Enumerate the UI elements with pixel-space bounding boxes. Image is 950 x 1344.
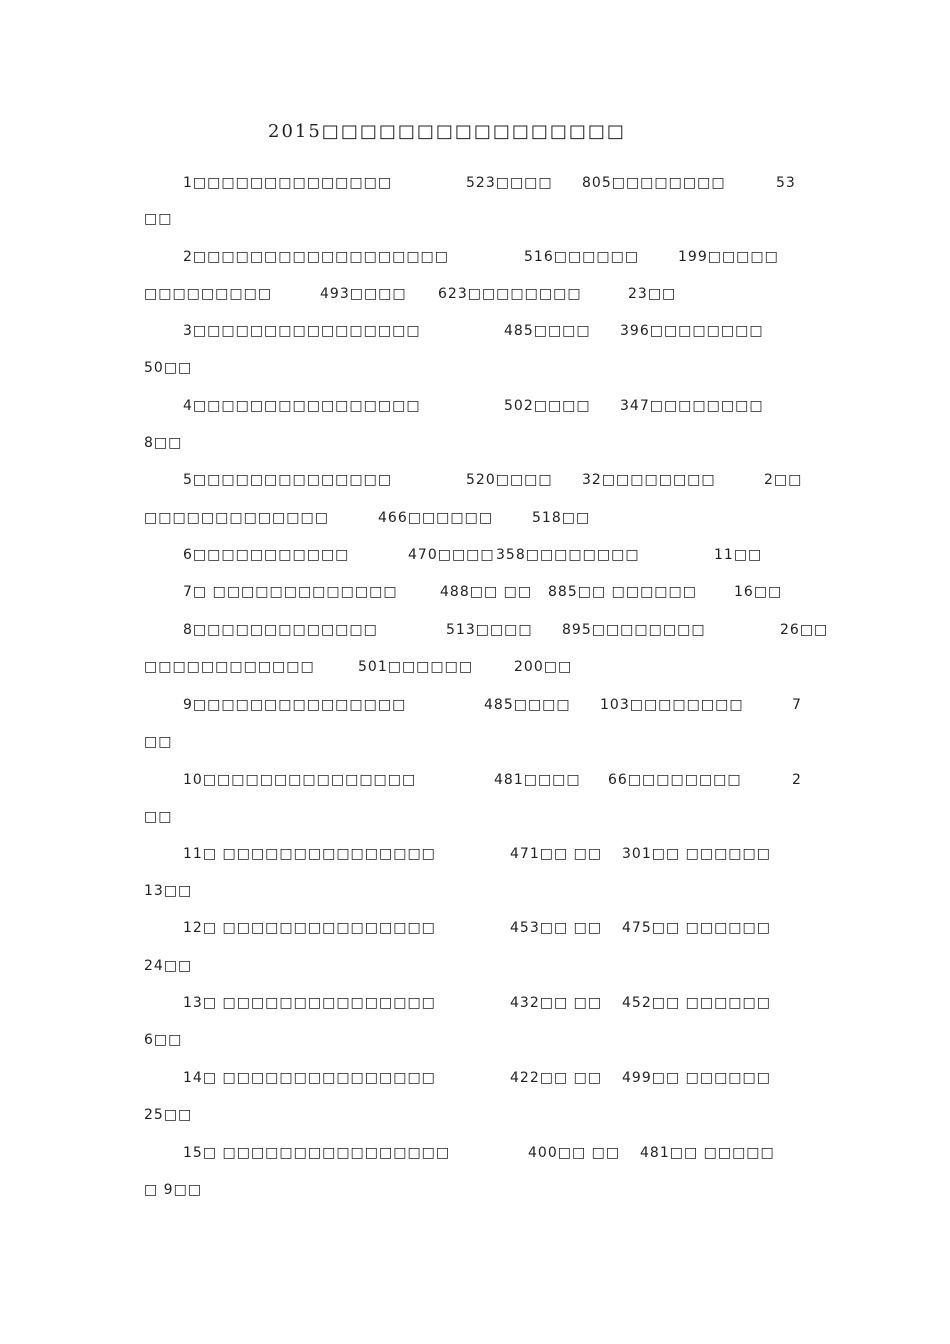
line-text: 5□□□□□□□□□□□□□□: [183, 472, 393, 488]
line-text: □□□□□□□□□□□□□: [144, 510, 329, 526]
line-text: 50□□: [144, 360, 193, 376]
line-value: 16□□: [734, 584, 783, 600]
line-value: 499□□ □□□□□□: [622, 1070, 771, 1086]
line-value: 453□□ □□: [510, 920, 603, 936]
document-line: [0, 915, 950, 941]
line-value: 488□□ □□: [440, 584, 533, 600]
line-text: 7□ □□□□□□□□□□□□□: [183, 584, 398, 600]
line-text: □□□□□□□□□□□□: [144, 659, 315, 675]
line-text: 11□ □□□□□□□□□□□□□□□: [183, 846, 436, 862]
line-text: 15□ □□□□□□□□□□□□□□□□: [183, 1145, 451, 1161]
line-text: 13□ □□□□□□□□□□□□□□□: [183, 995, 436, 1011]
line-text: 25□□: [144, 1107, 193, 1123]
document-line: [0, 953, 950, 979]
document-line: [0, 170, 950, 196]
line-value: 66□□□□□□□□: [608, 772, 742, 788]
document-line: [0, 654, 950, 680]
document-line: [0, 692, 950, 718]
line-value: 26□□: [780, 622, 829, 638]
line-value: 501□□□□□□: [358, 659, 474, 675]
line-text: 6□□: [144, 1032, 183, 1048]
line-value: 23□□: [628, 286, 677, 302]
document-line: [0, 841, 950, 867]
line-value: 466□□□□□□: [378, 510, 494, 526]
line-value: 520□□□□: [466, 472, 553, 488]
line-value: 2: [792, 772, 802, 788]
line-value: 523□□□□: [466, 175, 553, 191]
line-text: □ 9□□: [144, 1182, 203, 1198]
document-line: [0, 467, 950, 493]
document-line: [0, 1177, 950, 1203]
line-value: 513□□□□: [446, 622, 533, 638]
document-line: [0, 1065, 950, 1091]
document-line: [0, 579, 950, 605]
line-value: 481□□ □□□□□: [640, 1145, 775, 1161]
line-text: 3□□□□□□□□□□□□□□□□: [183, 323, 421, 339]
line-text: 4□□□□□□□□□□□□□□□□: [183, 398, 421, 414]
line-value: 199□□□□□: [678, 249, 779, 265]
document-line: [0, 505, 950, 531]
document-line: [0, 1102, 950, 1128]
line-text: 24□□: [144, 958, 193, 974]
document-line: [0, 542, 950, 568]
document-line: [0, 1140, 950, 1166]
line-text: 14□ □□□□□□□□□□□□□□□: [183, 1070, 436, 1086]
line-value: 200□□: [514, 659, 573, 675]
line-text: 12□ □□□□□□□□□□□□□□□: [183, 920, 436, 936]
line-text: □□: [144, 734, 173, 750]
line-value: 470□□□□: [408, 547, 495, 563]
line-value: 493□□□□: [320, 286, 407, 302]
line-value: 11□□: [714, 547, 763, 563]
document-line: [0, 767, 950, 793]
document-line: [0, 318, 950, 344]
document-line: [0, 430, 950, 456]
document-line: [0, 990, 950, 1016]
line-text: 8□□□□□□□□□□□□□: [183, 622, 378, 638]
line-value: 53: [776, 175, 796, 191]
line-text: 6□□□□□□□□□□□: [183, 547, 350, 563]
line-value: 475□□ □□□□□□: [622, 920, 771, 936]
document-line: [0, 281, 950, 307]
line-text: □□□□□□□□□: [144, 286, 273, 302]
line-value: 396□□□□□□□□: [620, 323, 764, 339]
line-value: 516□□□□□□: [524, 249, 640, 265]
line-text: 2□□□□□□□□□□□□□□□□□□: [183, 249, 450, 265]
document-title: 2015□□□□□□□□□□□□□□□□: [268, 121, 626, 142]
line-value: 32□□□□□□□□: [582, 472, 716, 488]
line-value: 2□□: [764, 472, 803, 488]
line-value: 481□□□□: [494, 772, 581, 788]
line-text: □□: [144, 809, 173, 825]
document-line: [0, 1027, 950, 1053]
line-value: 485□□□□: [504, 323, 591, 339]
line-value: 358□□□□□□□□: [496, 547, 640, 563]
line-value: 422□□ □□: [510, 1070, 603, 1086]
line-value: 471□□ □□: [510, 846, 603, 862]
line-text: 8□□: [144, 435, 183, 451]
document-line: [0, 393, 950, 419]
line-value: 895□□□□□□□□: [562, 622, 706, 638]
line-value: 432□□ □□: [510, 995, 603, 1011]
line-text: 1□□□□□□□□□□□□□□: [183, 175, 393, 191]
line-value: 7: [792, 697, 802, 713]
line-value: 885□□ □□□□□□: [548, 584, 697, 600]
line-value: 103□□□□□□□□: [600, 697, 744, 713]
line-value: 623□□□□□□□□: [438, 286, 582, 302]
line-value: 518□□: [532, 510, 591, 526]
document-line: [0, 206, 950, 232]
line-text: □□: [144, 211, 173, 227]
line-value: 485□□□□: [484, 697, 571, 713]
line-value: 301□□ □□□□□□: [622, 846, 771, 862]
document-line: [0, 244, 950, 270]
document-line: [0, 878, 950, 904]
line-value: 805□□□□□□□□: [582, 175, 726, 191]
line-text: 13□□: [144, 883, 193, 899]
document-line: [0, 355, 950, 381]
line-value: 452□□ □□□□□□: [622, 995, 771, 1011]
line-value: 400□□ □□: [528, 1145, 621, 1161]
line-text: 9□□□□□□□□□□□□□□□: [183, 697, 407, 713]
line-value: 347□□□□□□□□: [620, 398, 764, 414]
document-line: [0, 804, 950, 830]
document-line: [0, 617, 950, 643]
document-line: [0, 729, 950, 755]
line-value: 502□□□□: [504, 398, 591, 414]
line-text: 10□□□□□□□□□□□□□□□: [183, 772, 417, 788]
